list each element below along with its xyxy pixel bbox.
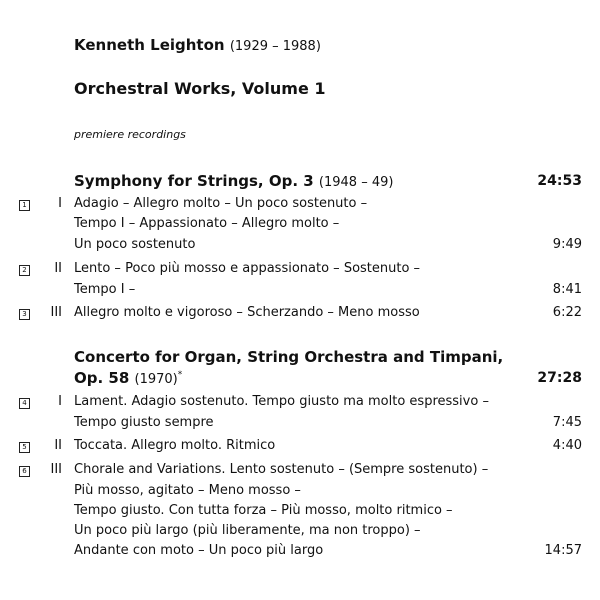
track-number-box: 1 bbox=[19, 200, 30, 211]
track-number-box: 3 bbox=[19, 309, 30, 320]
track-duration: 7:45 bbox=[552, 415, 582, 430]
track-number-box: 6 bbox=[19, 466, 30, 477]
movement-line: Lament. Adagio sostenuto. Tempo giusto ma molto espressivo – bbox=[74, 394, 489, 409]
movement-line: Un poco più largo (più liberamente, ma non troppo) – bbox=[74, 523, 421, 538]
work-title-symphony bbox=[74, 172, 393, 190]
work-dates: (1948 – 49) bbox=[318, 175, 394, 190]
work-total-duration: 24:53 bbox=[537, 173, 582, 189]
movement-line: Chorale and Variations. Lento sostenuto – (Sempre sostenuto) – bbox=[74, 462, 489, 477]
movement-line: Tempo giusto sempre bbox=[74, 415, 214, 430]
track-duration: 9:49 bbox=[552, 237, 582, 252]
track-duration: 14:57 bbox=[544, 543, 582, 558]
track-number-box: 5 bbox=[19, 442, 30, 453]
work-title-concerto-line2 bbox=[74, 369, 182, 387]
movement-line: Tempo giusto. Con tutta forza – Più mosso, molto ritmico – bbox=[74, 503, 453, 518]
work-dates: (1970) bbox=[134, 372, 178, 387]
composer-heading bbox=[74, 36, 321, 54]
movement-numeral: I bbox=[58, 196, 62, 211]
movement-numeral: II bbox=[54, 438, 62, 453]
work-title-text: Op. 58 bbox=[74, 369, 130, 387]
movement-line: Lento – Poco più mosso e appassionato – Sostenuto – bbox=[74, 261, 421, 276]
track-number-box: 4 bbox=[19, 398, 30, 409]
work-title-concerto-line1: Concerto for Organ, String Orchestra and Timpani, bbox=[74, 348, 504, 366]
track-duration: 4:40 bbox=[552, 438, 582, 453]
work-title-text: Symphony for Strings, Op. 3 bbox=[74, 172, 314, 190]
movement-numeral: III bbox=[50, 462, 62, 477]
movement-line: Tempo I – bbox=[74, 282, 136, 297]
composer-name: Kenneth Leighton bbox=[74, 36, 225, 54]
track-duration: 8:41 bbox=[552, 282, 582, 297]
movement-line: Più mosso, agitato – Meno mosso – bbox=[74, 483, 301, 498]
movement-line: Tempo I – Appassionato – Allegro molto – bbox=[74, 216, 340, 231]
recording-note: premiere recordings bbox=[74, 128, 186, 141]
movement-line: Adagio – Allegro molto – Un poco sostenuto – bbox=[74, 196, 368, 211]
collection-title: Orchestral Works, Volume 1 bbox=[74, 79, 326, 98]
movement-numeral: I bbox=[58, 394, 62, 409]
work-total-duration: 27:28 bbox=[537, 370, 582, 386]
track-number-box: 2 bbox=[19, 265, 30, 276]
movement-line: Allegro molto e vigoroso – Scherzando – Meno mosso bbox=[74, 305, 420, 320]
track-duration: 6:22 bbox=[552, 305, 582, 320]
movement-numeral: III bbox=[50, 305, 62, 320]
movement-line: Toccata. Allegro molto. Ritmico bbox=[74, 438, 276, 453]
composer-dates: (1929 – 1988) bbox=[229, 39, 321, 54]
premiere-asterisk: * bbox=[177, 370, 183, 380]
movement-line: Un poco sostenuto bbox=[74, 237, 196, 252]
movement-numeral: II bbox=[54, 261, 62, 276]
movement-line: Andante con moto – Un poco più largo bbox=[74, 543, 324, 558]
